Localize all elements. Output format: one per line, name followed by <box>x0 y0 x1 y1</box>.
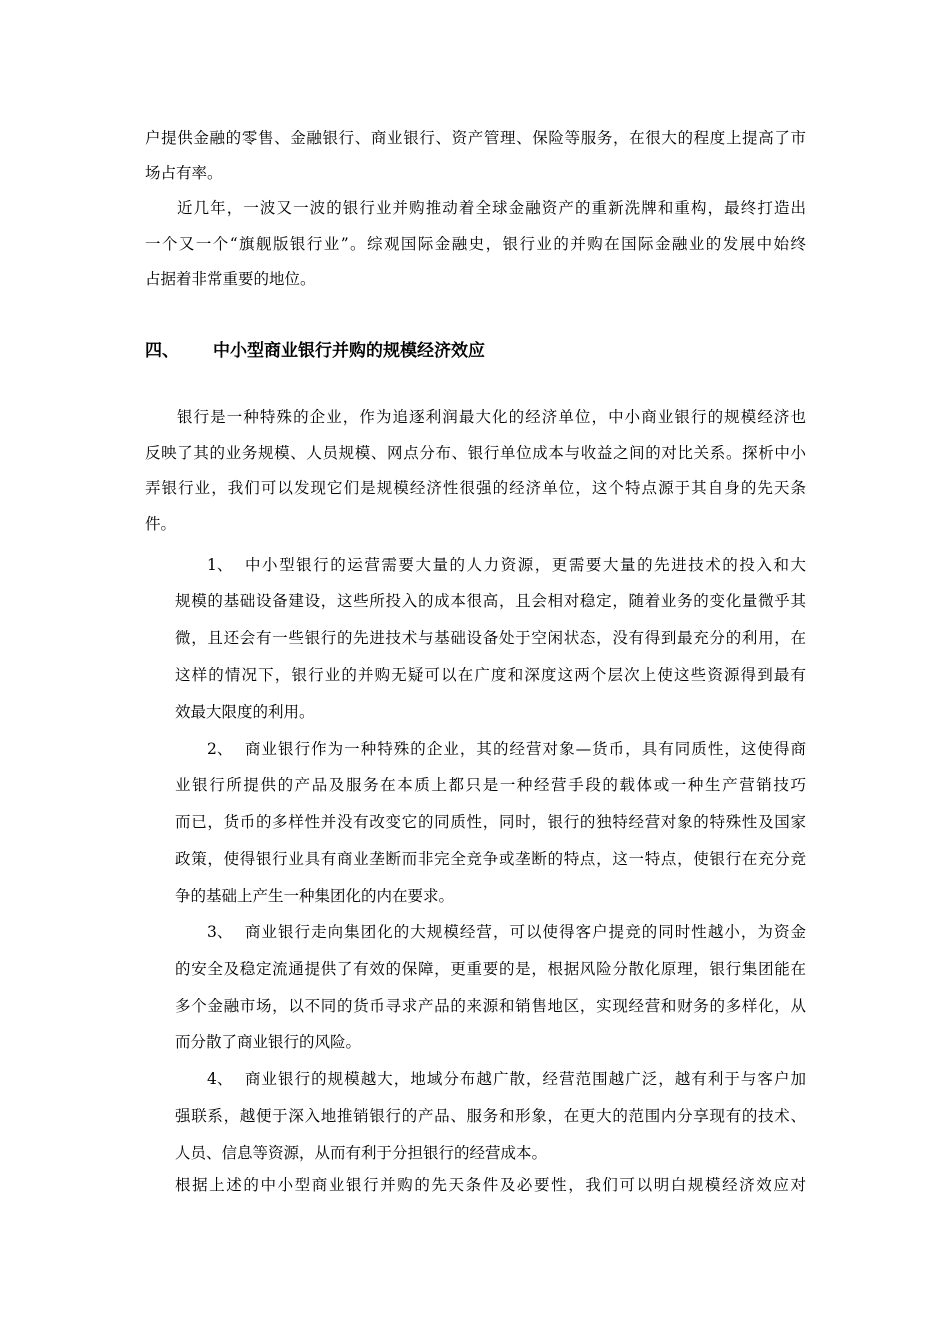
text-line: 业银行所提供的产品及服务在本质上都只是一种经营手段的载体或一种生产营销技巧 <box>175 776 806 794</box>
section-heading <box>145 340 485 362</box>
text-line: 商业银行作为一种特殊的企业，其的经营对象—货币，具有同质性，这使得商 <box>245 740 806 758</box>
list-item-number: 1、 <box>207 556 233 574</box>
text-line: 政策，使得银行业具有商业垄断而非完全竞争或垄断的特点，这一特点，使银行在充分竞 <box>175 850 806 868</box>
text-line: 场占有率。 <box>145 164 223 182</box>
text-line: 中小型银行的运营需要大量的人力资源，更需要大量的先进技术的投入和大 <box>245 556 806 574</box>
text-line: 的安全及稳定流通提供了有效的保障，更重要的是，根据风险分散化原理，银行集团能在 <box>175 960 806 978</box>
text-line: 商业银行的规模越大，地域分布越广散，经营范围越广泛，越有利于与客户加 <box>245 1070 806 1088</box>
text-line: 近几年，一波又一波的银行业并购推动着全球金融资产的重新洗牌和重构，最终打造出 <box>177 199 806 217</box>
text-line: 根据上述的中小型商业银行并购的先天条件及必要性，我们可以明白规模经济效应对 <box>175 1176 806 1194</box>
text-line: 规模的基础设备建设，这些所投入的成本很高，且会相对稳定，随着业务的变化量微乎其 <box>175 592 806 610</box>
text-line: 微，且还会有一些银行的先进技术与基础设备处于空闲状态，没有得到最充分的利用，在 <box>175 629 806 647</box>
text-line: 争的基础上产生一种集团化的内在要求。 <box>175 887 455 905</box>
section-title: 中小型商业银行并购的规模经济效应 <box>213 341 485 361</box>
text-line: 多个金融市场，以不同的货币寻求产品的来源和销售地区，实现经营和财务的多样化，从 <box>175 997 806 1015</box>
text-line: 一个又一个“旗舰版银行业”。综观国际金融史，银行业的并购在国际金融业的发展中始终 <box>145 235 806 253</box>
section-number: 四、 <box>145 341 179 361</box>
text-line: 银行是一种特殊的企业，作为追逐利润最大化的经济单位，中小商业银行的规模经济也 <box>177 408 806 426</box>
text-line: 而已，货币的多样性并没有改变它的同质性，同时，银行的独特经营对象的特殊性及国家 <box>175 813 806 831</box>
text-line: 而分散了商业银行的风险。 <box>175 1033 362 1051</box>
text-line: 强联系，越便于深入地推销银行的产品、服务和形象，在更大的范围内分享现有的技术、 <box>175 1107 806 1125</box>
list-item-number: 4、 <box>207 1070 233 1088</box>
text-line: 商业银行走向集团化的大规模经营，可以使得客户提竞的同时性越小，为资金 <box>245 923 806 941</box>
text-line: 户提供金融的零售、金融银行、商业银行、资产管理、保险等服务，在很大的程度上提高了市 <box>145 129 806 147</box>
text-line: 弄银行业，我们可以发现它们是规模经济性很强的经济单位，这个特点源于其自身的先天条 <box>145 479 806 497</box>
text-line: 件。 <box>145 515 177 533</box>
text-line: 占据着非常重要的地位。 <box>145 270 316 288</box>
list-item-number: 2、 <box>207 740 233 758</box>
text-line: 效最大限度的利用。 <box>175 703 315 721</box>
text-line: 人员、信息等资源，从而有利于分担银行的经营成本。 <box>175 1144 548 1162</box>
list-item-number: 3、 <box>207 923 233 941</box>
text-line: 这样的情况下，银行业的并购无疑可以在广度和深度这两个层次上使这些资源得到最有 <box>175 666 806 684</box>
text-line: 反映了其的业务规模、人员规模、网点分布、银行单位成本与收益之间的对比关系。探析中小 <box>145 444 806 462</box>
